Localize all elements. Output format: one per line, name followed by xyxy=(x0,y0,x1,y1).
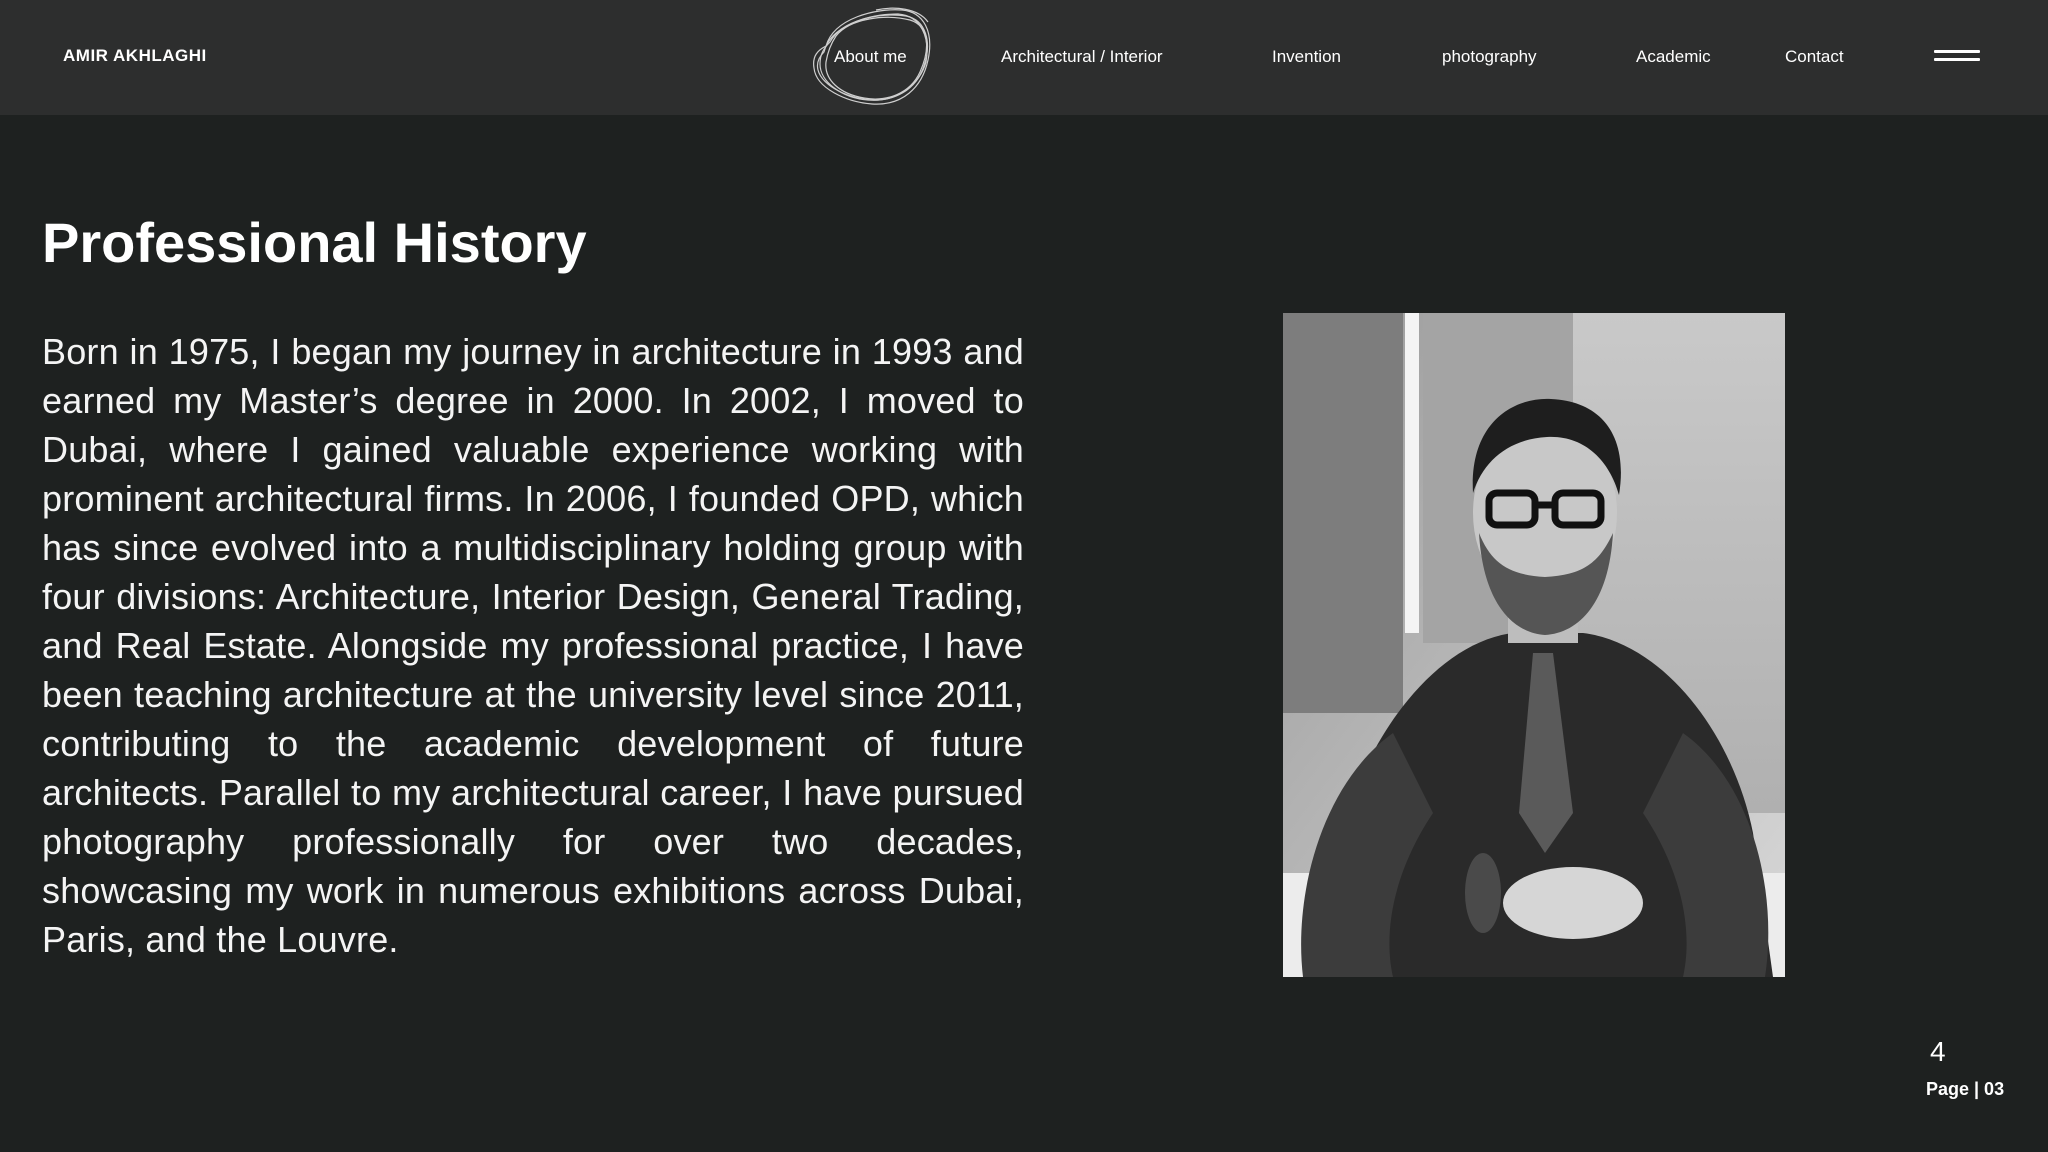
page-title: Professional History xyxy=(42,211,587,274)
brand-name[interactable]: AMIR AKHLAGHI xyxy=(63,46,207,65)
menu-line xyxy=(1934,50,1980,53)
portrait-photo xyxy=(1283,313,1785,977)
nav-contact[interactable]: Contact xyxy=(1785,47,1844,66)
nav-architectural-interior[interactable]: Architectural / Interior xyxy=(1001,47,1163,66)
nav-academic[interactable]: Academic xyxy=(1636,47,1711,66)
hamburger-menu-icon[interactable] xyxy=(1934,46,1982,66)
nav-photography[interactable]: photography xyxy=(1442,47,1537,66)
menu-line xyxy=(1934,58,1980,61)
nav-invention[interactable]: Invention xyxy=(1272,47,1341,66)
portrait-image xyxy=(1283,313,1785,977)
biography-paragraph: Born in 1975, I began my journey in architecture in 1993 and earned my Master’s degree in 2000. In 2002, I moved to Dubai, where I gained valuable experience working with prominent architectural firms. In 2006, I founded OPD, which has since evolved into a multidisciplinary holding group with four divisions: Architecture, Interior Design, General Trading, and Real Estate. Alongside my professional practice, I have been teaching architecture at the university level since 2011, contributing to the academic development of future architects. Parallel to my architectural career, I have pursued photography professionally for over two decades, showcasing my work in numerous exhibitions across Dubai, Paris, and the Louvre. xyxy=(42,331,1024,960)
top-navigation-bar xyxy=(0,0,2048,115)
page-number: 4 xyxy=(1930,1036,1946,1067)
page-label: Page | 03 xyxy=(1926,1079,2005,1099)
nav-about-me[interactable]: About me xyxy=(834,47,907,66)
